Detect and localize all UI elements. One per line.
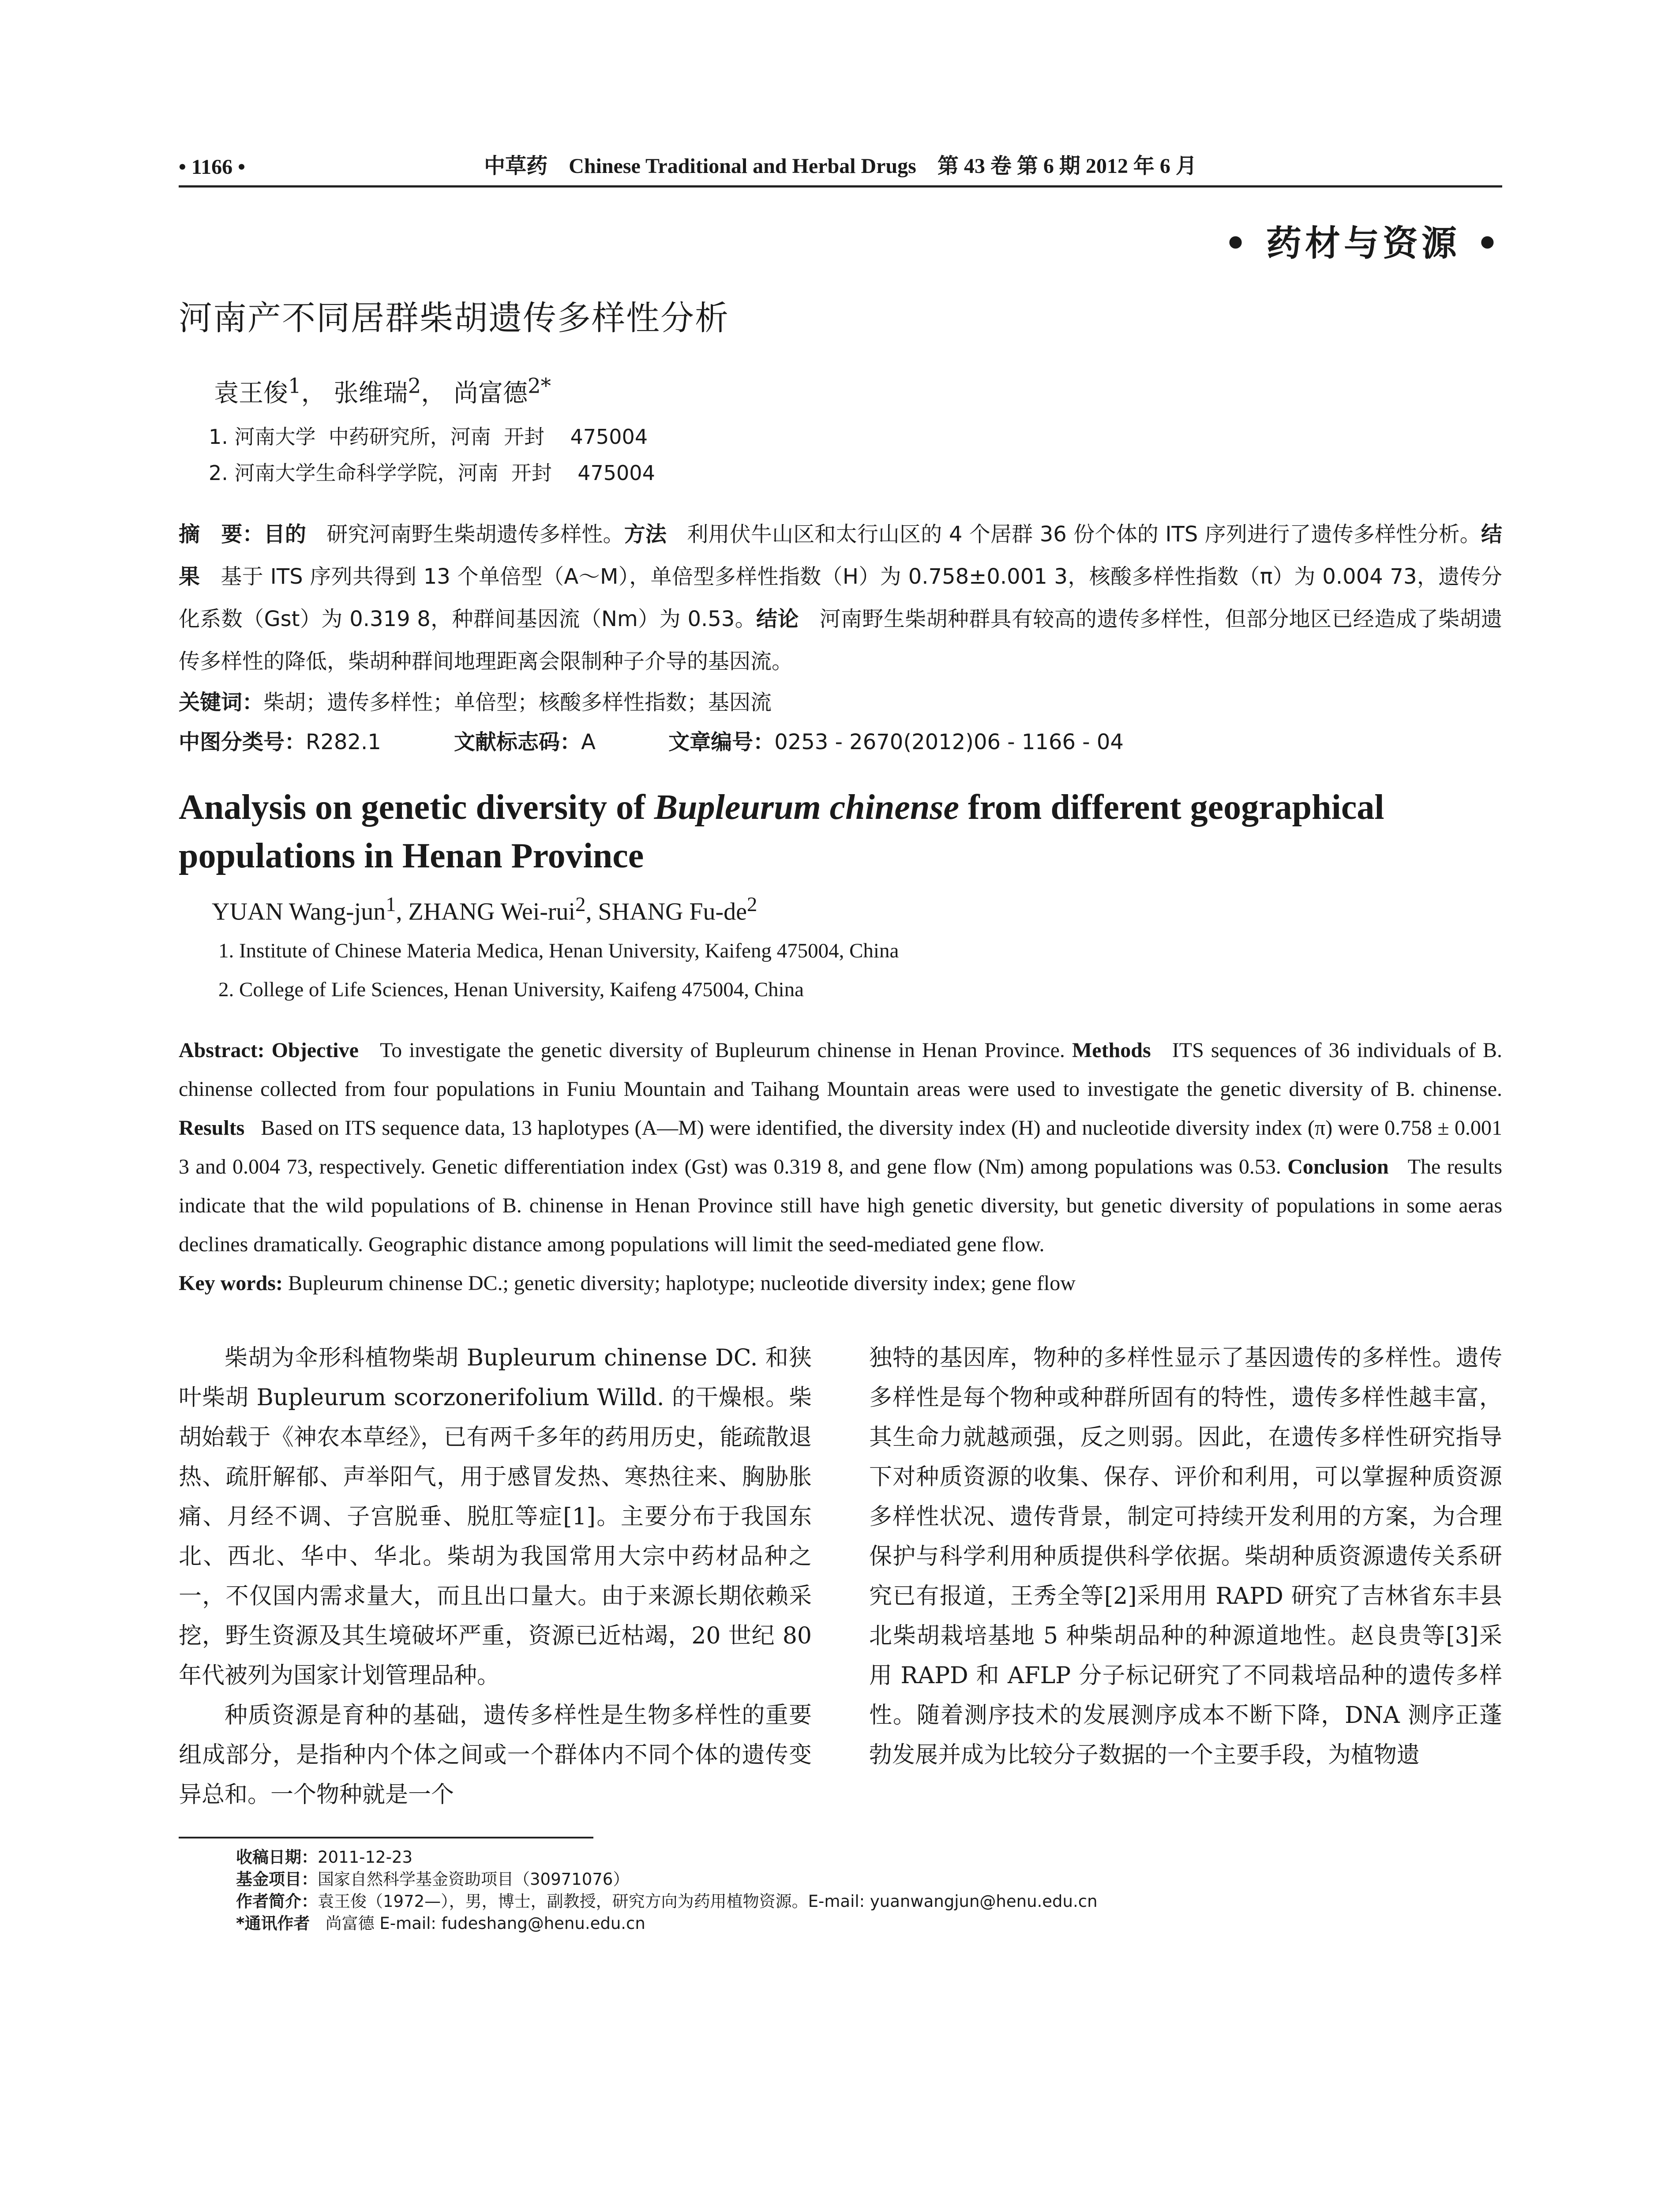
objective-text: To investigate the genetic diversity of Bupleurum chinense in Henan Province. xyxy=(380,1038,1065,1062)
footnote-received: 收稿日期：2011-12-23 xyxy=(236,1847,413,1867)
objective-label: Objective xyxy=(271,1038,359,1062)
body-paragraph: 独特的基因库，物种的多样性显示了基因遗传的多样性。遗传多样性是每个物种或种群所固有的特性，遗传多样性越丰富，其生命力就越顽强，反之则弱。因此，在遗传多样性研究指导下对种质资源的收集、保存、评价和利用，可以掌握种质资源多样性状况、遗传背景，制定可持续开发利用的方案，为合理保护与科学利用种质提供科学依据。柴胡种质资源遗传关系研究已有报道，王秀全等[2]采用用 RAPD 研究了吉林省东丰县北柴胡栽培基地 5 种柴胡品种的种源道地性。赵良贵等[3]采用 RAPD 和 AFLP 分子标记研究了不同栽培品种的遗传多样性。随着测序技术的发展测序成本不断下降，DNA 测序正蓬勃发展并成为比较分子数据的一个主要手段，为植物遗 xyxy=(869,1344,1502,1768)
affiliations-zh xyxy=(209,419,1502,491)
abstract-en xyxy=(179,1031,1502,1264)
affiliation: 1. Institute of Chinese Materia Medica, Henan University, Kaifeng 475004, China xyxy=(218,939,899,962)
doc-label: 文献标志码： xyxy=(454,730,581,754)
footnote-funding: 基金项目：国家自然科学基金资助项目（30971076） xyxy=(236,1869,630,1889)
article-value: 0253 - 2670(2012)06 - 1166 - 04 xyxy=(774,730,1124,754)
authors-en: YUAN Wang-jun$^1$, ZHANG Wei-rui$^2$, SHANG $Fu-de^2$ xyxy=(212,893,758,926)
methods-label: 方法 xyxy=(624,522,667,547)
author-sup: 2 xyxy=(575,893,586,916)
footnote-corresponding: *通讯作者 尚富德 E-mail: fudeshang@henu.edu.cn xyxy=(236,1913,645,1933)
authors-zh: 袁王俊$^1$， 张维瑞$^2$， 尚富德$^{2*}$ xyxy=(214,374,551,408)
abstract-label: 摘 要： xyxy=(179,522,264,547)
species-name: Bupleurum chinense xyxy=(654,788,960,827)
objective-label: 目的 xyxy=(263,522,307,547)
author-name: 袁王俊 xyxy=(214,379,288,408)
methods-text: ITS sequences of 36 individuals of B. chinense collected from four populations in Funiu Mountain and Taihang Mountain areas were used to investigate the genetic diversity of B. chinense. xyxy=(179,1038,1503,1101)
title-zh: 河南产不同居群柴胡遗传多样性分析 xyxy=(179,298,729,338)
footnotes xyxy=(179,1837,1502,1935)
results-text: Based on ITS sequence data, 13 haplotypes (A—M) were identified, the diversity index (H) and nucleotide diversity index (π) were 0.758 ± 0.001 3 and 0.004 73, respectively. Genetic differentiation index (Gst) was 0.319 8, and gene flow (Nm) among populations was 0.53. xyxy=(179,1116,1503,1178)
conclusion-label: 结论 xyxy=(756,607,799,631)
clc-label: 中图分类号： xyxy=(179,730,306,754)
abstract-zh xyxy=(179,513,1502,683)
affiliation: 2. College of Life Sciences, Henan University, Kaifeng 475004, China xyxy=(218,978,804,1001)
results-label: 结果 xyxy=(179,522,1502,589)
conclusion-text: 河南野生柴胡种群具有较高的遗传多样性，但部分地区已经造成了柴胡遗传多样性的降低，柴胡种群间地理距离会限制种子介导的基因流。 xyxy=(179,607,1502,674)
article-label: 文章编号： xyxy=(668,730,775,754)
paper-page xyxy=(179,137,1502,1935)
author-sup: 2* xyxy=(528,374,551,398)
affiliation: 2. 河南大学生命科学学院，河南 开封 475004 xyxy=(209,461,655,485)
body-paragraph: 柴胡为伞形科植物柴胡 Bupleurum chinense DC. 和狭叶柴胡 Bupleurum scorzonerifolium Willd. 的干燥根。柴胡始载于《神农本草经》，已有两千多年的药用历史，能疏散退热、疏肝解郁、声举阳气，用于感冒发热、寒热往来、胸胁胀痛、月经不调、子宫脱垂、脱肛等症[1]。主要分布于我国东北、西北、华中、华北。柴胡为我国常用大宗中药材品种之一，不仅国内需求量大，而且出口量大。由于来源长期依赖采挖，野生资源及其生境破坏严重，资源已近枯竭，20 世纪 80 年代被列为国家计划管理品种。 xyxy=(179,1344,812,1689)
keywords-text: Bupleurum chinense DC.; genetic diversity; haplotype; nucleotide diversity index; gene flow xyxy=(288,1271,1076,1295)
journal-info: 中草药 Chinese Traditional and Herbal Drugs 第 43 卷 第 6 期 2012 年 6 月 xyxy=(484,154,1197,178)
author-name: 尚富德 xyxy=(454,379,528,408)
author-name: YUAN Wang-jun xyxy=(212,898,386,926)
body-column-left xyxy=(179,1338,812,1815)
methods-text: 利用伏牛山区和太行山区的 4 个居群 36 份个体的 ITS 序列进行了遗传多样性分析。 xyxy=(687,522,1481,547)
author-name: SHANG Fu-de xyxy=(598,898,747,926)
methods-label: Methods xyxy=(1072,1038,1151,1062)
keywords-text: 柴胡；遗传多样性；单倍型；核酸多样性指数；基因流 xyxy=(263,690,772,715)
clc-value: R282.1 xyxy=(306,730,381,754)
keywords-en xyxy=(179,1264,1502,1303)
abstract-label: Abstract: xyxy=(179,1038,265,1062)
author-sup: 1 xyxy=(288,374,301,398)
conclusion-text: The results indicate that the wild populations of B. chinense in Henan Province still have high genetic diversity, but genetic diversity of populations in some aeras declines dramatically. Geographic distance among populations will limit the seed-mediated gene flow. xyxy=(179,1155,1503,1256)
body-column-right xyxy=(869,1338,1502,1815)
running-header xyxy=(179,137,1502,188)
author-name: 张维瑞 xyxy=(334,379,408,408)
classification-row xyxy=(179,722,1502,762)
keywords-label: 关键词： xyxy=(179,690,264,715)
affiliations-en xyxy=(218,931,1502,1009)
author-sup: 2 xyxy=(408,374,421,398)
footnote-author-bio: 作者简介：袁王俊（1972—），男，博士，副教授，研究方向为药用植物资源。E-mail: yuanwangjun@henu.edu.cn xyxy=(236,1891,1098,1911)
doc-value: A xyxy=(581,730,596,754)
section-tag: • 药材与资源 • xyxy=(1224,222,1502,264)
keywords-zh xyxy=(179,683,1502,722)
author-sup: 2 xyxy=(747,893,758,916)
title-en: Analysis on genetic diversity of Bupleurum chinense from different geographical populations in Henan Province xyxy=(179,788,1384,875)
author-sup: 1 xyxy=(386,893,396,916)
results-label: Results xyxy=(179,1116,245,1140)
conclusion-label: Conclusion xyxy=(1287,1155,1389,1178)
body-paragraph: 种质资源是育种的基础，遗传多样性是生物多样性的重要组成部分，是指种内个体之间或一个群体内不同个体的遗传变异总和。一个物种就是一个 xyxy=(179,1702,812,1808)
keywords-label: Key words: xyxy=(179,1271,283,1295)
body-columns xyxy=(179,1338,1502,1815)
footnote-divider xyxy=(179,1837,593,1838)
author-name: ZHANG Wei-rui xyxy=(408,898,576,926)
affiliation: 1. 河南大学 中药研究所，河南 开封 475004 xyxy=(209,425,648,449)
objective-text: 研究河南野生柴胡遗传多样性。 xyxy=(326,522,624,547)
results-text: 基于 ITS 序列共得到 13 个单倍型（A～M），单倍型多样性指数（H）为 0.758±0.001 3，核酸多样性指数（π）为 0.004 73，遗传分化系数（Gst）为 0.319 8，种群间基因流（Nm）为 0.53。 xyxy=(179,564,1502,631)
page-number: • 1166 • xyxy=(179,155,245,179)
